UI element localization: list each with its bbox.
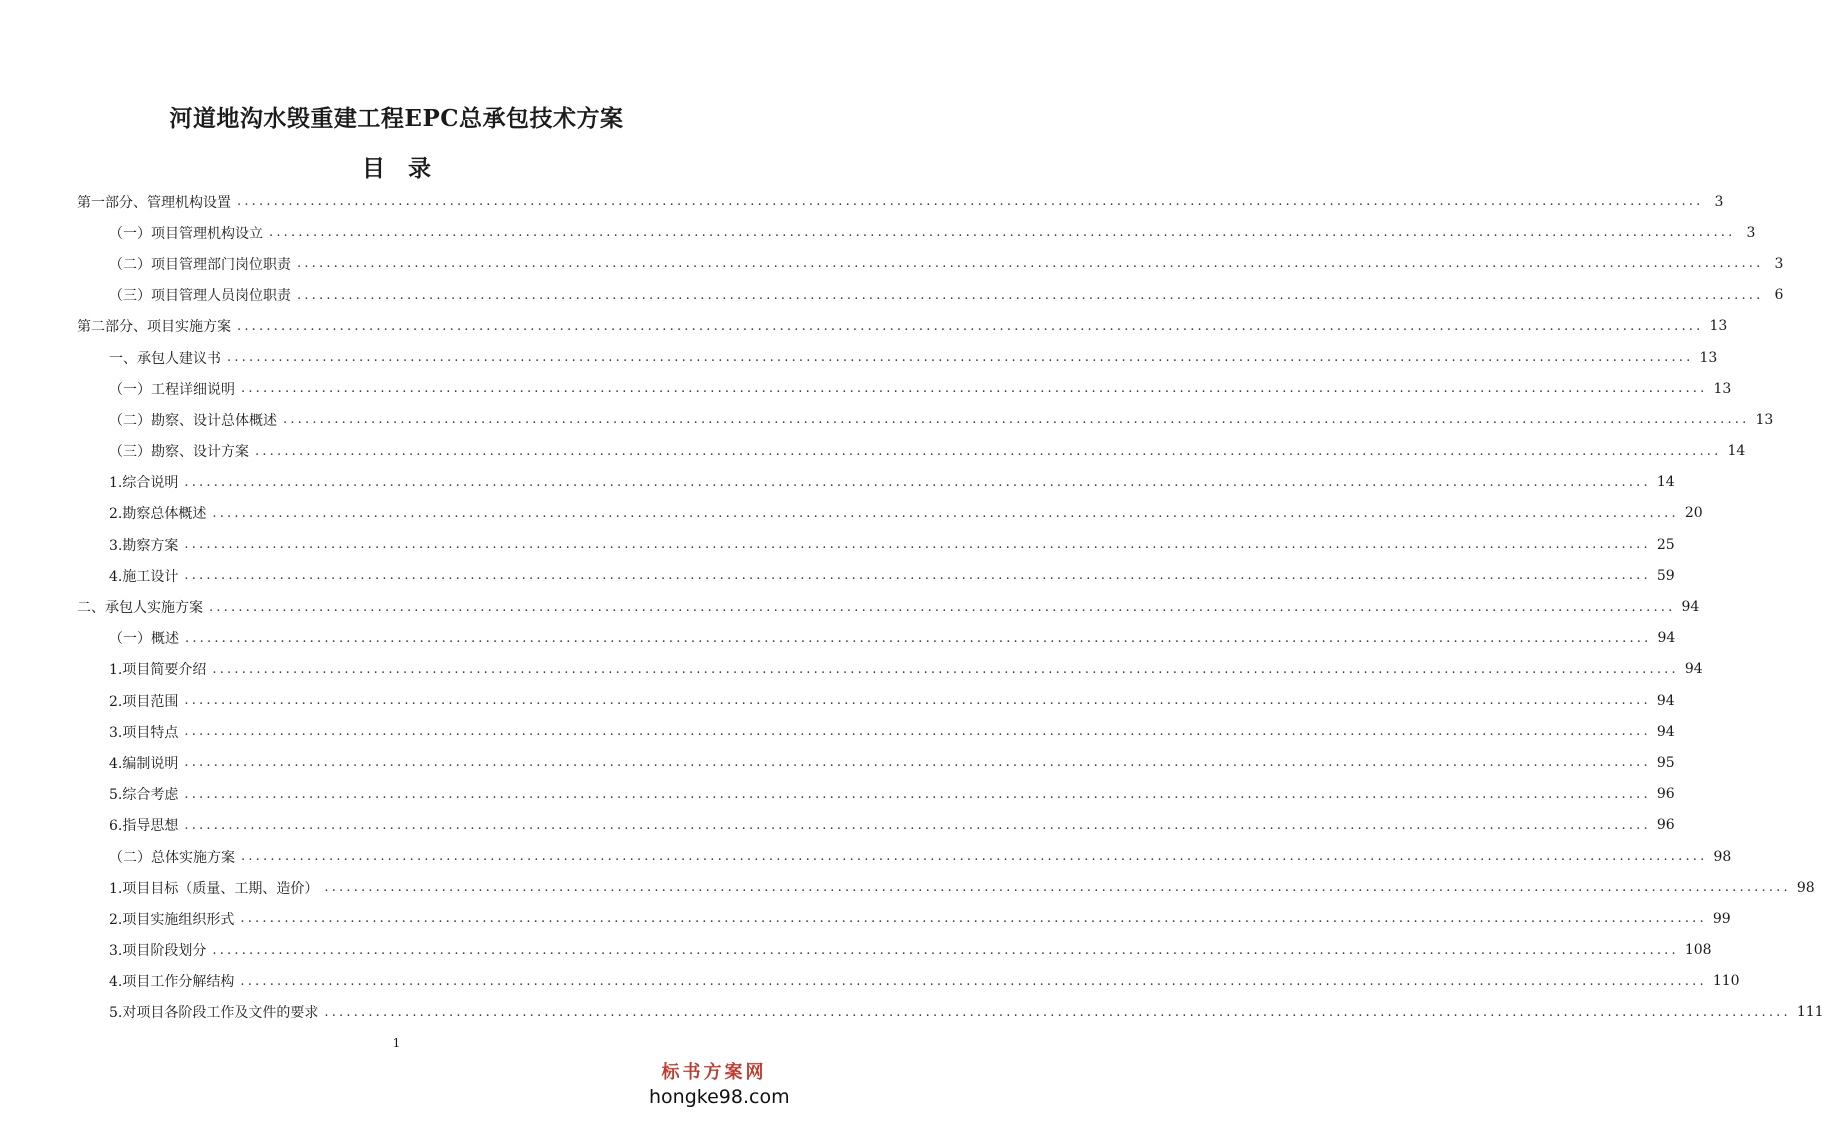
toc-entry-label: 1.项目简要介绍 bbox=[109, 662, 207, 679]
toc-entry[interactable] bbox=[77, 436, 1746, 467]
toc-entry[interactable] bbox=[77, 217, 1756, 248]
toc-leader-dots: ........................................................................................................................................................................................................ bbox=[212, 942, 1679, 958]
toc-entry[interactable] bbox=[77, 779, 1675, 810]
toc-entry[interactable] bbox=[77, 560, 1675, 591]
toc-entry[interactable] bbox=[77, 654, 1703, 685]
toc-entry-label: 2.项目范围 bbox=[109, 693, 179, 710]
toc-entry-page: 99 bbox=[1712, 910, 1731, 927]
toc-entry-page: 98 bbox=[1796, 879, 1815, 896]
toc-leader-dots: ........................................................................................................................................................................................................ bbox=[184, 786, 1651, 802]
toc-leader-dots: ........................................................................................................................................................................................................ bbox=[212, 505, 1679, 521]
page-number: 1 bbox=[392, 1036, 401, 1050]
toc-heading: 目 录 bbox=[362, 155, 431, 182]
toc-leader-dots: ........................................................................................................................................................................................................ bbox=[255, 443, 1722, 459]
toc-leader-dots: ........................................................................................................................................................................................................ bbox=[209, 599, 1676, 615]
toc-entry-page: 94 bbox=[1656, 692, 1675, 709]
toc-entry-page: 20 bbox=[1684, 505, 1703, 522]
toc-entry-label: 第一部分、管理机构设置 bbox=[77, 194, 231, 211]
toc-entry-label: 3.项目阶段划分 bbox=[109, 943, 207, 960]
toc-leader-dots: ........................................................................................................................................................................................................ bbox=[184, 817, 1651, 833]
document-title: 河道地沟水毁重建工程EPC总承包技术方案 bbox=[169, 105, 624, 132]
toc-entry-label: 5.对项目各阶段工作及文件的要求 bbox=[109, 1005, 319, 1022]
toc-entry[interactable] bbox=[77, 872, 1815, 903]
toc-entry[interactable] bbox=[77, 966, 1740, 997]
toc-entry-page: 94 bbox=[1657, 630, 1676, 647]
toc-leader-dots: ........................................................................................................................................................................................................ bbox=[237, 318, 1704, 334]
toc-entry[interactable] bbox=[77, 716, 1675, 747]
toc-leader-dots: ........................................................................................................................................................................................................ bbox=[240, 973, 1707, 989]
toc-entry[interactable] bbox=[77, 373, 1732, 404]
toc-entry-label: 1.综合说明 bbox=[109, 475, 179, 492]
toc-entry-label: 5.综合考虑 bbox=[109, 787, 179, 804]
toc-entry-label: 6.指导思想 bbox=[109, 818, 179, 835]
toc-entry-label: （一）项目管理机构设立 bbox=[109, 225, 263, 242]
toc-entry-page: 13 bbox=[1699, 349, 1718, 366]
toc-leader-dots: ........................................................................................................................................................................................................ bbox=[324, 880, 1791, 896]
toc-entry[interactable] bbox=[77, 841, 1732, 872]
toc-entry-page: 59 bbox=[1656, 567, 1675, 584]
toc-entry-page: 3 bbox=[1714, 193, 1724, 210]
toc-leader-dots: ........................................................................................................................................................................................................ bbox=[283, 412, 1750, 428]
toc-entry[interactable] bbox=[77, 280, 1784, 311]
toc-leader-dots: ........................................................................................................................................................................................................ bbox=[241, 381, 1708, 397]
toc-entry-page: 110 bbox=[1712, 973, 1740, 990]
toc-entry-label: 2.勘察总体概述 bbox=[109, 506, 207, 523]
toc-leader-dots: ........................................................................................................................................................................................................ bbox=[297, 256, 1764, 272]
toc-entry-label: 一、承包人建议书 bbox=[109, 350, 221, 367]
toc-entry[interactable] bbox=[77, 467, 1675, 498]
toc-entry[interactable] bbox=[77, 935, 1712, 966]
toc-leader-dots: ........................................................................................................................................................................................................ bbox=[241, 849, 1708, 865]
toc-entry[interactable] bbox=[77, 685, 1675, 716]
toc-leader-dots: ........................................................................................................................................................................................................ bbox=[184, 724, 1651, 740]
toc-entry-page: 98 bbox=[1713, 848, 1732, 865]
toc-leader-dots: ........................................................................................................................................................................................................ bbox=[212, 661, 1679, 677]
toc-entry-label: 第二部分、项目实施方案 bbox=[77, 319, 231, 336]
toc-entry-label: 4.施工设计 bbox=[109, 568, 179, 585]
toc-leader-dots: ........................................................................................................................................................................................................ bbox=[324, 1004, 1791, 1020]
toc-entry-label: （一）概述 bbox=[109, 631, 179, 648]
toc-entry-label: 1.项目目标（质量、工期、造价） bbox=[109, 880, 319, 897]
table-of-contents bbox=[77, 186, 1824, 1028]
toc-entry-label: （三）勘察、设计方案 bbox=[109, 444, 249, 461]
toc-leader-dots: ........................................................................................................................................................................................................ bbox=[184, 693, 1651, 709]
toc-entry-page: 96 bbox=[1656, 786, 1675, 803]
toc-entry-page: 108 bbox=[1684, 942, 1712, 959]
toc-entry-page: 94 bbox=[1681, 599, 1700, 616]
toc-leader-dots: ........................................................................................................................................................................................................ bbox=[227, 350, 1694, 366]
toc-leader-dots: ........................................................................................................................................................................................................ bbox=[184, 568, 1651, 584]
toc-leader-dots: ........................................................................................................................................................................................................ bbox=[184, 537, 1651, 553]
toc-entry-label: （二）项目管理部门岗位职责 bbox=[109, 256, 291, 273]
toc-entry[interactable] bbox=[77, 591, 1700, 622]
toc-entry[interactable] bbox=[77, 623, 1676, 654]
toc-entry[interactable] bbox=[77, 997, 1824, 1028]
toc-entry[interactable] bbox=[77, 529, 1675, 560]
toc-entry-label: （一）工程详细说明 bbox=[109, 381, 235, 398]
toc-entry[interactable] bbox=[77, 342, 1718, 373]
toc-entry[interactable] bbox=[77, 311, 1728, 342]
toc-entry[interactable] bbox=[77, 903, 1731, 934]
watermark-logo bbox=[649, 1058, 790, 1108]
toc-entry[interactable] bbox=[77, 248, 1784, 279]
toc-entry-label: （二）勘察、设计总体概述 bbox=[109, 412, 277, 429]
toc-entry-label: 二、承包人实施方案 bbox=[77, 600, 203, 617]
toc-entry-page: 96 bbox=[1656, 817, 1675, 834]
toc-entry-page: 13 bbox=[1709, 318, 1728, 335]
toc-entry-page: 13 bbox=[1713, 380, 1732, 397]
toc-leader-dots: ........................................................................................................................................................................................................ bbox=[237, 194, 1704, 210]
watermark-cn-text: 标书方案网 bbox=[661, 1062, 767, 1083]
toc-entry-page: 25 bbox=[1656, 536, 1675, 553]
toc-entry[interactable] bbox=[77, 810, 1675, 841]
toc-entry-label: 2.项目实施组织形式 bbox=[109, 911, 235, 928]
watermark-en-text: hongke98.com bbox=[649, 1086, 790, 1108]
toc-entry-label: 3.勘察方案 bbox=[109, 537, 179, 554]
toc-entry-page: 14 bbox=[1656, 474, 1675, 491]
toc-leader-dots: ........................................................................................................................................................................................................ bbox=[184, 474, 1651, 490]
toc-entry-page: 111 bbox=[1796, 1004, 1824, 1021]
toc-leader-dots: ........................................................................................................................................................................................................ bbox=[184, 755, 1651, 771]
toc-entry[interactable] bbox=[77, 498, 1703, 529]
toc-entry-page: 6 bbox=[1774, 287, 1784, 304]
toc-entry-page: 94 bbox=[1684, 661, 1703, 678]
toc-leader-dots: ........................................................................................................................................................................................................ bbox=[297, 287, 1764, 303]
toc-entry-label: 4.编制说明 bbox=[109, 755, 179, 772]
toc-entry-page: 3 bbox=[1746, 224, 1756, 241]
toc-leader-dots: ........................................................................................................................................................................................................ bbox=[240, 911, 1707, 927]
toc-entry-label: （三）项目管理人员岗位职责 bbox=[109, 288, 291, 305]
toc-entry-page: 95 bbox=[1656, 754, 1675, 771]
toc-entry-page: 13 bbox=[1755, 411, 1774, 428]
toc-entry-label: 4.项目工作分解结构 bbox=[109, 974, 235, 991]
toc-leader-dots: ........................................................................................................................................................................................................ bbox=[269, 225, 1736, 241]
toc-entry-label: （二）总体实施方案 bbox=[109, 849, 235, 866]
toc-entry[interactable] bbox=[77, 404, 1774, 435]
toc-entry-label: 3.项目特点 bbox=[109, 724, 179, 741]
toc-leader-dots: ........................................................................................................................................................................................................ bbox=[185, 630, 1652, 646]
toc-entry[interactable] bbox=[77, 747, 1675, 778]
toc-entry-page: 14 bbox=[1727, 443, 1746, 460]
toc-entry[interactable] bbox=[77, 186, 1724, 217]
toc-entry-page: 94 bbox=[1656, 723, 1675, 740]
toc-entry-page: 3 bbox=[1774, 255, 1784, 272]
